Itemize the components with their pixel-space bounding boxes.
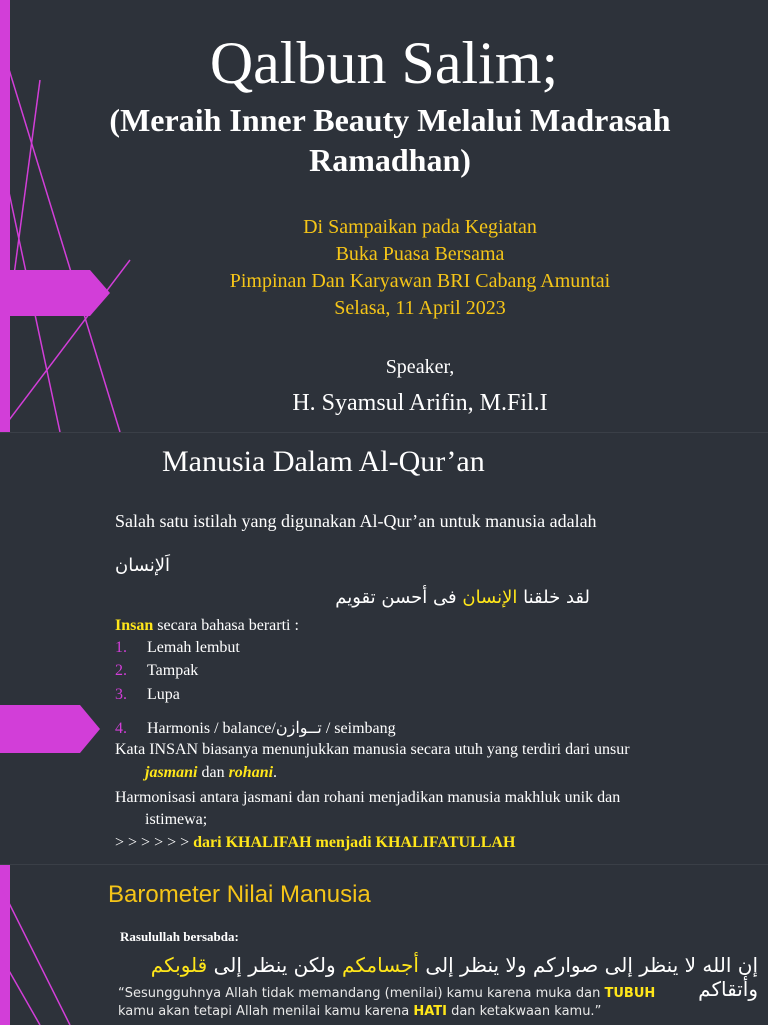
meaning-list-item: 3. Lupa — [115, 686, 180, 703]
speaker-label: Speaker, — [385, 356, 455, 378]
event-line: Buka Puasa Bersama — [335, 243, 505, 265]
content-slide-barometer — [0, 864, 768, 1025]
content-slide-manusia — [0, 432, 768, 865]
verse-part-1: لقد خلقنا — [523, 587, 590, 608]
khalifah-line: > > > > > > dari KHALIFAH menjadi KHALIFATULLAH — [115, 834, 516, 851]
section-heading: Manusia Dalam Al-Qur’an — [162, 445, 485, 478]
title-slide — [0, 0, 768, 432]
insan-definition — [115, 617, 299, 635]
meaning-list-item: 4. Harmonis / balance/تــوازن / seimbang — [115, 720, 396, 737]
speaker-name: H. Syamsul Arifin, M.Fil.I — [292, 390, 548, 416]
quran-verse — [290, 587, 590, 608]
hadith-arabic: إن الله لا ينظر إلى صواركم ولا ينظر إلى أجسامكم ولكن ينظر إلى قلوبكم وأتقاكم — [150, 953, 758, 1001]
meaning-list-item: 2. Tampak — [115, 662, 199, 679]
subtitle — [60, 100, 720, 180]
insan-rest: secara bahasa berarti : — [153, 617, 299, 634]
verse-part-2: فى أحسن تقويم — [335, 587, 457, 608]
rasul-label: Rasulullah bersabda: — [120, 929, 239, 944]
section-heading: Barometer Nilai Manusia — [108, 881, 371, 908]
event-details — [150, 214, 690, 322]
kata-insan-text: Kata INSAN biasanya menunjukkan manusia secara utuh yang terdiri dari unsur — [115, 741, 630, 758]
hadith-translation: “Sesungguhnya Allah tidak memandang (menilai) kamu karena muka dan TUBUH kamu akan tetapi Allah menilai kamu karena HATI dan ketakwaan kamu.” — [118, 986, 656, 1019]
insan-word: Insan — [115, 617, 154, 634]
intro-text: Salah satu istilah yang digunakan Al-Qur’an untuk manusia adalah — [115, 511, 597, 531]
magenta-arrow-shape — [0, 270, 110, 316]
subtitle-line-2: Ramadhan) — [309, 142, 471, 178]
event-line: Pimpinan Dan Karyawan BRI Cabang Amuntai — [229, 270, 611, 292]
harmonisasi-text-2: istimewa; — [145, 811, 208, 828]
subtitle-line-1: (Meraih Inner Beauty Melalui Madrasah — [109, 102, 671, 138]
event-line: Di Sampaikan pada Kegiatan — [303, 216, 537, 238]
meaning-list-item: 1. Lemah lembut — [115, 639, 240, 656]
verse-highlight: الإنسان — [462, 587, 518, 608]
arabic-term: اَلإنسان — [115, 555, 171, 576]
event-line: Selasa, 11 April 2023 — [334, 297, 506, 319]
harmonisasi-text-1: Harmonisasi antara jasmani dan rohani menjadikan manusia makhluk unik dan — [115, 789, 621, 806]
magenta-arrow-shape — [0, 705, 100, 753]
page-title: Qalbun Salim; — [209, 30, 559, 96]
jasmani-rohani: jasmani dan rohani. — [145, 764, 278, 781]
